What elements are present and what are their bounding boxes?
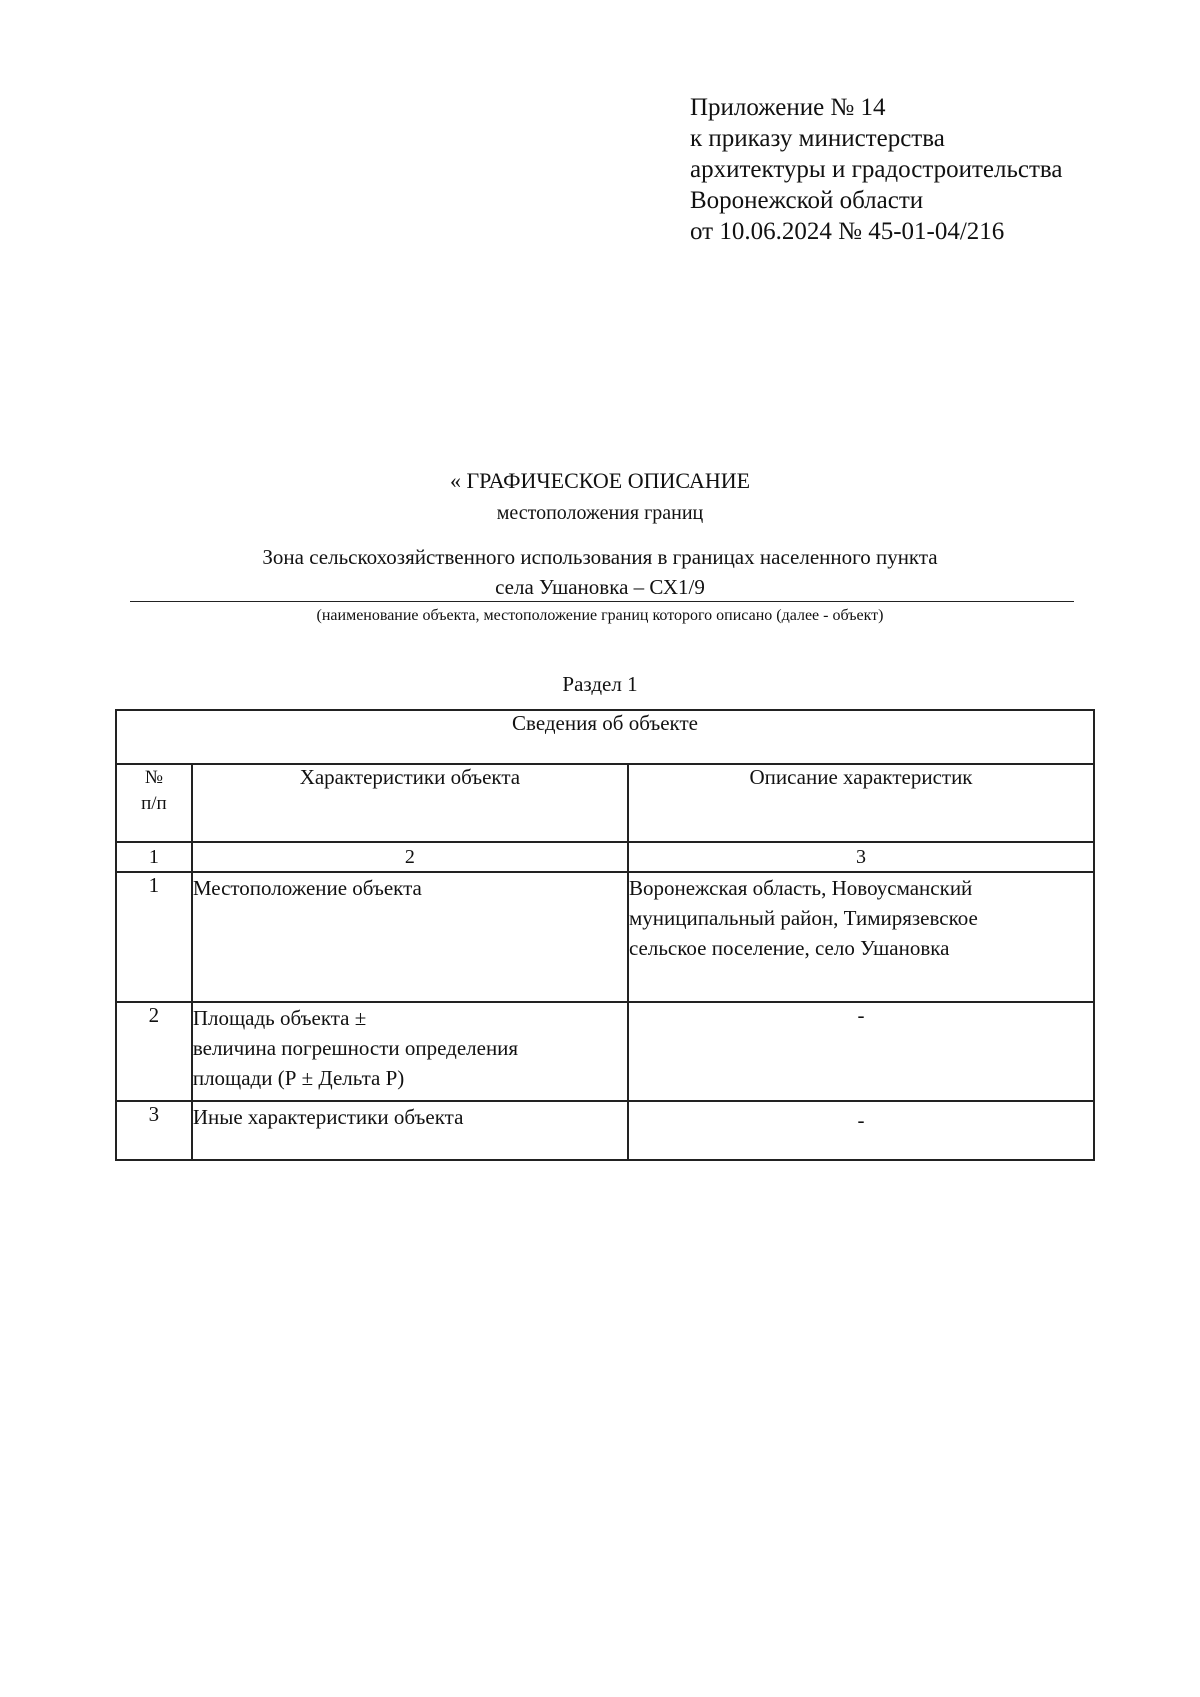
appendix-line: от 10.06.2024 № 45-01-04/216	[690, 218, 1005, 245]
row-characteristic-line: Площадь объекта ±	[192, 1006, 367, 1030]
appendix-line: архитектуры и градостроительства	[690, 156, 1063, 183]
row-description: -	[628, 1101, 1094, 1160]
row-description-line: сельское поселение, село Ушановка	[628, 936, 950, 960]
object-info-table	[115, 709, 1095, 1161]
table-row	[116, 1002, 1094, 1101]
document-title	[100, 466, 1100, 528]
header-description: Описание характеристик	[628, 764, 1094, 842]
table-title: Сведения об объекте	[116, 710, 1094, 764]
table-row	[116, 872, 1094, 1002]
title-heading: « ГРАФИЧЕСКОЕ ОПИСАНИЕ	[449, 468, 751, 493]
section-title: Раздел 1	[562, 672, 638, 696]
appendix-line: Воронежской области	[690, 187, 924, 214]
column-index: 2	[192, 842, 628, 872]
title-subheading: местоположения границ	[496, 502, 704, 524]
object-underline	[130, 601, 1074, 602]
object-name-line: Зона сельскохозяйственного использования в границах населенного пункта	[262, 545, 938, 569]
column-index: 1	[116, 842, 192, 872]
column-index: 3	[628, 842, 1094, 872]
row-characteristic-line: площади (Р ± Дельта Р)	[192, 1066, 405, 1090]
table-header-row	[116, 764, 1094, 842]
row-characteristic	[192, 872, 628, 1002]
appendix-line: к приказу министерства	[690, 125, 945, 152]
row-characteristic-line: Иные характеристики объекта	[192, 1105, 464, 1129]
row-characteristic	[192, 1002, 628, 1101]
row-number: 3	[116, 1101, 192, 1160]
table-row	[116, 1101, 1094, 1160]
row-description: -	[628, 1002, 1094, 1101]
appendix-line: Приложение № 14	[690, 94, 886, 121]
column-index-row	[116, 842, 1094, 872]
object-name	[130, 542, 1070, 602]
object-name-line: села Ушановка – СХ1/9	[495, 575, 705, 599]
header-num-line: п/п	[141, 793, 167, 814]
table-title-row	[116, 710, 1094, 764]
appendix-block	[690, 92, 1062, 247]
row-description-line: Воронежская область, Новоусманский	[628, 876, 973, 900]
row-characteristic-line: величина погрешности определения	[192, 1036, 519, 1060]
object-caption: (наименование объекта, местоположение границ которого описано (далее - объект)	[316, 607, 884, 624]
row-number: 1	[116, 872, 192, 1002]
header-num	[116, 764, 192, 842]
header-num-line: №	[144, 767, 163, 788]
row-description	[628, 872, 1094, 1002]
row-number: 2	[116, 1002, 192, 1101]
row-characteristic	[192, 1101, 628, 1160]
header-characteristics: Характеристики объекта	[192, 764, 628, 842]
row-characteristic-line: Местоположение объекта	[192, 876, 422, 900]
row-description-line: муниципальный район, Тимирязевское	[628, 906, 978, 930]
